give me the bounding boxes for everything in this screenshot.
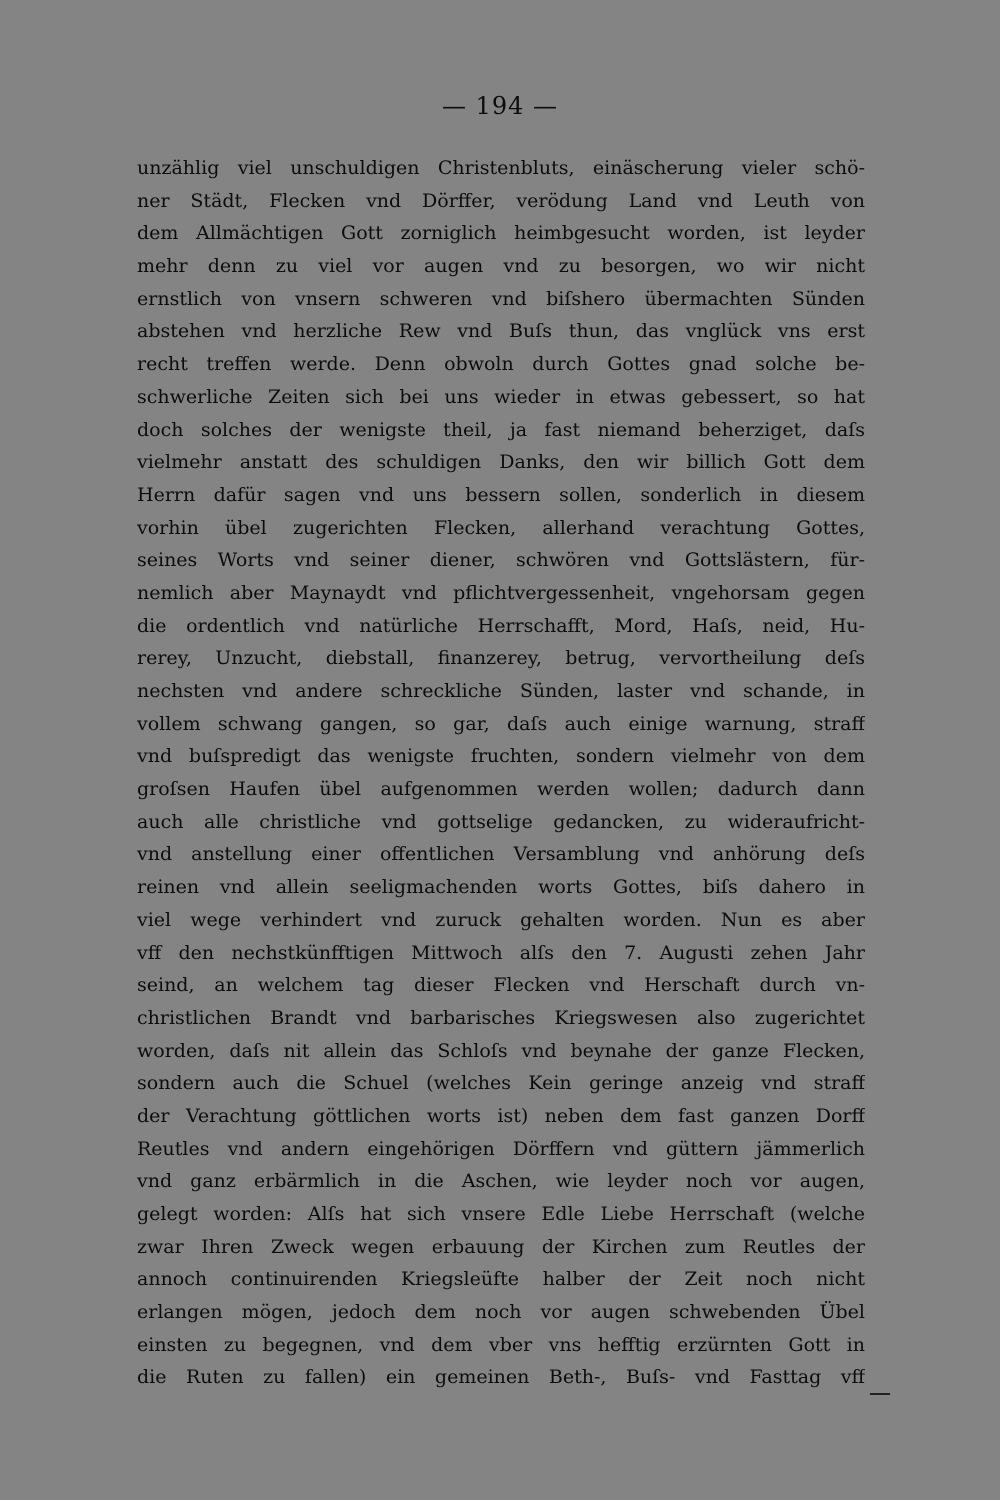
- text-line: rerey, Unzucht, diebstall, finanzerey, betrug, vervortheilung deſs: [137, 647, 865, 670]
- text-line: viel wege verhindert vnd zuruck gehalten worden. Nun es aber: [137, 908, 865, 931]
- text-line: seind, an welchem tag dieser Flecken vnd Herschaft durch vn-: [137, 974, 865, 997]
- text-line: vorhin übel zugerichten Flecken, allerhand verachtung Gottes,: [137, 516, 865, 539]
- text-line: recht treffen werde. Denn obwoln durch Gottes gnad solche be-: [137, 353, 865, 376]
- text-line: Reutles vnd andern eingehörigen Dörffern vnd güttern jämmerlich: [137, 1137, 865, 1160]
- page-number: — 194 —: [441, 92, 559, 120]
- text-line: unzählig viel unschuldigen Christenbluts, einäscherung vieler schö-: [137, 157, 865, 179]
- text-line: die Ruten zu fallen) ein gemeinen Beth-, Buſs- vnd Fasttag vff: [137, 1366, 865, 1389]
- text-line: vollem schwang gangen, so gar, daſs auch einige warnung, straff: [137, 712, 865, 735]
- text-line: mehr denn zu viel vor augen vnd zu besorgen, wo wir nicht: [137, 255, 865, 278]
- text-line: Herrn dafür sagen vnd uns bessern sollen, sonderlich in diesem: [137, 483, 865, 506]
- text-line: erlangen mögen, jedoch dem noch vor augen schwebenden Übel: [137, 1301, 865, 1324]
- text-line: auch alle christliche vnd gottselige gedancken, zu wideraufricht-: [137, 810, 865, 833]
- text-line: christlichen Brandt vnd barbarisches Kriegswesen also zugerichtet: [137, 1006, 865, 1029]
- text-line: doch solches der wenigste theil, ja fast niemand beherziget, daſs: [137, 418, 865, 441]
- text-line: seines Worts vnd seiner diener, schwören vnd Gottslästern, für-: [137, 549, 865, 572]
- text-line: groſsen Haufen übel aufgenommen werden wollen; dadurch dann: [137, 778, 865, 801]
- text-line: einsten zu begegnen, vnd dem vber vns hefftig erzürnten Gott in: [137, 1333, 865, 1356]
- footer-mark: [870, 1393, 890, 1395]
- text-line: vielmehr anstatt des schuldigen Danks, den wir billich Gott dem: [137, 451, 865, 474]
- text-line: vnd buſspredigt das wenigste fruchten, sondern vielmehr von dem: [137, 745, 865, 768]
- text-line: worden, daſs nit allein das Schloſs vnd beynahe der ganze Flecken,: [137, 1039, 865, 1062]
- text-line: nemlich aber Maynaydt vnd pflichtvergessenheit, vngehorsam gegen: [137, 581, 865, 604]
- text-line: vnd ganz erbärmlich in die Aschen, wie leyder noch vor augen,: [137, 1170, 865, 1193]
- text-line: zwar Ihren Zweck wegen erbauung der Kirchen zum Reutles der: [137, 1235, 865, 1258]
- text-line: vnd anstellung einer offentlichen Versamblung vnd anhörung deſs: [137, 843, 865, 866]
- text-line: schwerliche Zeiten sich bei uns wieder in etwas gebessert, so hat: [137, 385, 865, 408]
- text-line: reinen vnd allein seeligmachenden worts Gottes, biſs dahero in: [137, 876, 865, 899]
- text-line: der Verachtung göttlichen worts ist) neben dem fast ganzen Dorff: [137, 1104, 865, 1127]
- text-line: dem Allmächtigen Gott zorniglich heimbgesucht worden, ist leyder: [137, 222, 865, 245]
- text-line: gelegt worden: Alſs hat sich vnsere Edle Liebe Herrschaft (welche: [137, 1203, 865, 1225]
- text-line: ner Städt, Flecken vnd Dörffer, verödung Land vnd Leuth von: [137, 189, 865, 212]
- text-line: abstehen vnd herzliche Rew vnd Buſs thun, das vnglück vns erst: [137, 320, 865, 343]
- body-text: [137, 152, 865, 1394]
- text-line: die ordentlich vnd natürliche Herrschafft, Mord, Haſs, neid, Hu-: [137, 614, 865, 637]
- text-line: ernstlich von vnsern schweren vnd biſshero übermachten Sünden: [137, 287, 865, 310]
- text-line: vff den nechstkünfftigen Mittwoch alſs den 7. Augusti zehen Jahr: [137, 941, 865, 964]
- text-line: annoch continuirenden Kriegsleüfte halber der Zeit noch nicht: [137, 1268, 865, 1291]
- text-line: nechsten vnd andere schreckliche Sünden, laster vnd schande, in: [137, 680, 865, 702]
- text-line: sondern auch die Schuel (welches Kein geringe anzeig vnd straff: [137, 1072, 865, 1095]
